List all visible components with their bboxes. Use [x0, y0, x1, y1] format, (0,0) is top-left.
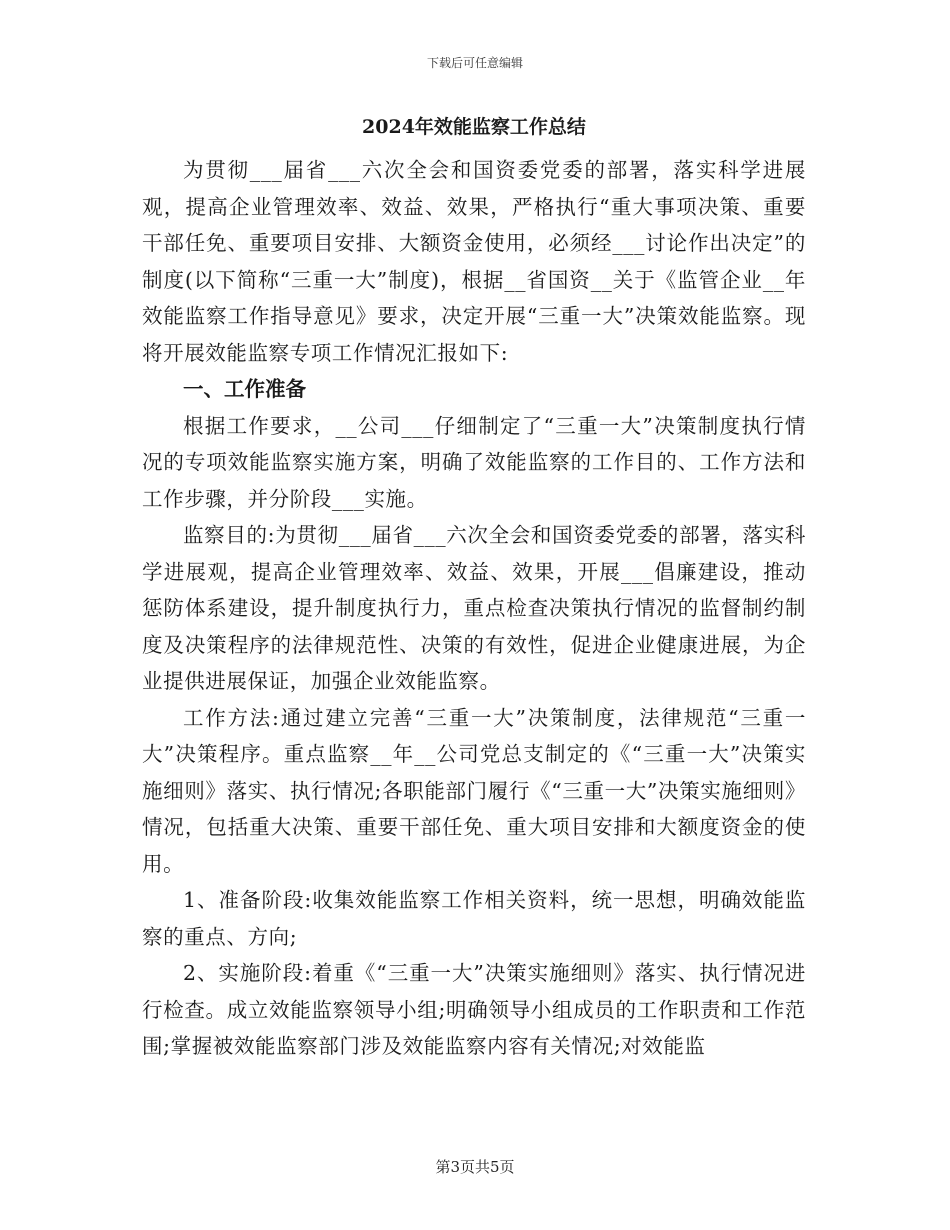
section-heading-preparation: 一、工作准备: [183, 377, 306, 401]
document-title: 2024年效能监察工作总结: [362, 116, 586, 138]
document-body: [142, 112, 806, 1065]
paragraph-preparation-stage: 1、准备阶段:收集效能监察工作相关资料，统一思想，明确效能监察的重点、方向;: [142, 888, 806, 949]
paragraph-implementation-stage: 2、实施阶段:着重《“三重一大”决策实施细则》落实、执行情况进行检查。成立效能监察领导小组;明确领导小组成员的工作职责和工作范围;掌握被效能监察部门涉及效能监察内容有关情况;对效能监: [142, 961, 806, 1058]
page-header-note: 下载后可任意编辑: [426, 56, 523, 70]
paragraph-supervision-purpose: 监察目的:为贯彻___届省___六次全会和国资委党委的部署，落实科学进展观，提高企业管理效率、效益、效果，开展___倡廉建设，推动惩防体系建设，提升制度执行力，重点检查决策执行情况的监督制约制度及决策程序的法律规范性、决策的有效性，促进企业健康进展，为企业提供进展保证，加强企业效能监察。: [142, 523, 806, 693]
page-number: 第3页共5页: [435, 1158, 515, 1176]
paragraph-intro: 为贯彻___届省___六次全会和国资委党委的部署，落实科学进展观，提高企业管理效率、效益、效果，严格执行“重大事项决策、重要干部任免、重要项目安排、大额资金使用，必须经___讨论作出决定”的制度(以下简称“三重一大”制度)，根据__省国资__关于《监管企业__年效能监察工作指导意见》要求，决定开展“三重一大”决策效能监察。现将开展效能监察专项工作情况汇报如下:: [142, 158, 806, 365]
paragraph-work-requirements: 根据工作要求，__公司___仔细制定了“三重一大”决策制度执行情况的专项效能监察实施方案，明确了效能监察的工作目的、工作方法和工作步骤，并分阶段___实施。: [142, 413, 806, 511]
paragraph-work-method: 工作方法:通过建立完善“三重一大”决策制度，法律规范“三重一大”决策程序。重点监察__年__公司党总支制定的《“三重一大”决策实施细则》落实、执行情况;各职能部门履行《“三重一大”决策实施细则》情况，包括重大决策、重要干部任免、重大项目安排和大额度资金的使用。: [142, 705, 806, 876]
